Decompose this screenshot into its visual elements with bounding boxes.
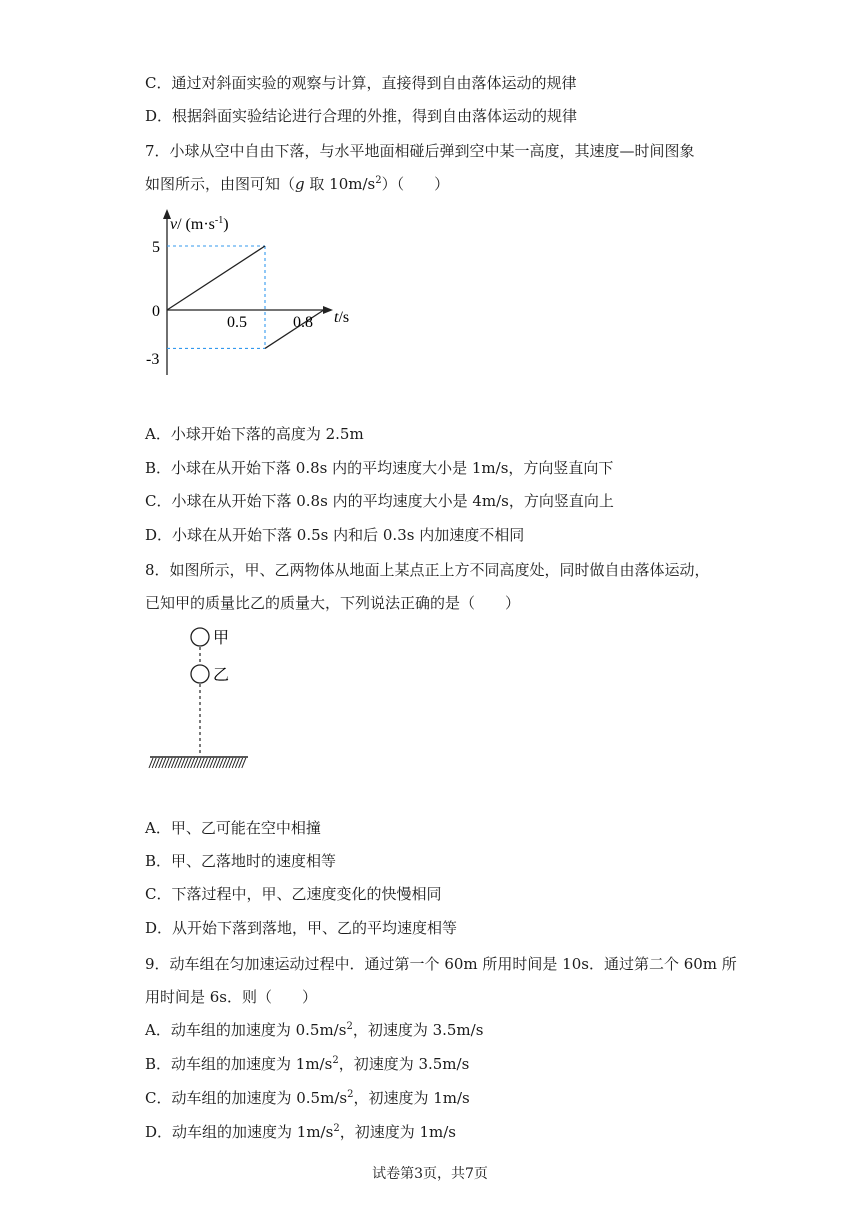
y-axis-label: v/ $(m\cdot s^{-1})$: [170, 215, 229, 233]
ground-hatching: [149, 758, 246, 768]
q9-option-d: D．动车组的加速度为 $1m/s^2$，初速度为 1m/s: [145, 1123, 456, 1141]
x-axis-arrow: [323, 306, 333, 314]
q9-option-b: B．动车组的加速度为 $1m/s^2$，初速度为 3.5m/s: [145, 1055, 470, 1073]
x-tick-0.8: 0.8: [293, 314, 313, 331]
series-1-segment: [167, 246, 265, 310]
q7-stem-line1: 7．小球从空中自由下落，与水平地面相碰后弹到空中某一高度，其速度—时间图象: [145, 142, 695, 160]
q7-option-b: B．小球在从开始下落 0.8s 内的平均速度大小是 1m/s，方向竖直向下: [145, 459, 614, 477]
velocity-time-graph: [140, 205, 380, 380]
falling-objects-diagram: [145, 620, 265, 775]
page-footer: 试卷第3页，共7页: [372, 1166, 488, 1182]
q6-option-c: C．通过对斜面实验的观察与计算，直接得到自由落体运动的规律: [145, 74, 577, 92]
label-jia: 甲: [213, 630, 230, 647]
q9-option-a: A．动车组的加速度为 $0.5m/s^2$，初速度为 3.5m/s: [145, 1021, 484, 1039]
label-yi: 乙: [213, 667, 230, 684]
q7-option-d: D．小球在从开始下落 0.5s 内和后 0.3s 内加速度不相同: [145, 526, 525, 544]
object-jia: [191, 628, 209, 646]
q8-option-d: D．从开始下落到落地，甲、乙的平均速度相等: [145, 919, 458, 937]
q9-stem-line1: 9．动车组在匀加速运动过程中．通过第一个 60m 所用时间是 10s．通过第二个 60m 所: [145, 955, 737, 973]
q9-option-c: C．动车组的加速度为 $0.5m/s^2$，初速度为 1m/s: [145, 1089, 470, 1107]
q7-option-a: A．小球开始下落的高度为 2.5m: [145, 425, 364, 443]
x-tick-0.5: 0.5: [227, 314, 247, 331]
y-tick-neg3: -3: [146, 351, 160, 368]
q8-option-c: C．下落过程中，甲、乙速度变化的快慢相同: [145, 885, 442, 903]
object-yi: [191, 665, 209, 683]
q8-stem-line2: 已知甲的质量比乙的质量大，下列说法正确的是（ ）: [145, 594, 521, 612]
q9-stem-line2: 用时间是 6s．则（ ）: [145, 988, 318, 1006]
q7-option-c: C．小球在从开始下落 0.8s 内的平均速度大小是 4m/s，方向竖直向上: [145, 492, 614, 510]
x-axis-label: t/s: [334, 309, 350, 326]
q6-option-d: D．根据斜面实验结论进行合理的外推，得到自由落体运动的规律: [145, 107, 578, 125]
q8-option-a: A．甲、乙可能在空中相撞: [145, 819, 321, 837]
q8-stem-line1: 8．如图所示，甲、乙两物体从地面上某点正上方不同高度处，同时做自由落体运动，: [145, 561, 710, 579]
y-tick-5: 5: [152, 239, 160, 256]
y-tick-0: 0: [152, 303, 160, 320]
q8-option-b: B．甲、乙落地时的速度相等: [145, 852, 337, 870]
q7-stem-line2: 如图所示，由图可知（g 取 $10m/s^2$）（ ）: [145, 175, 450, 193]
